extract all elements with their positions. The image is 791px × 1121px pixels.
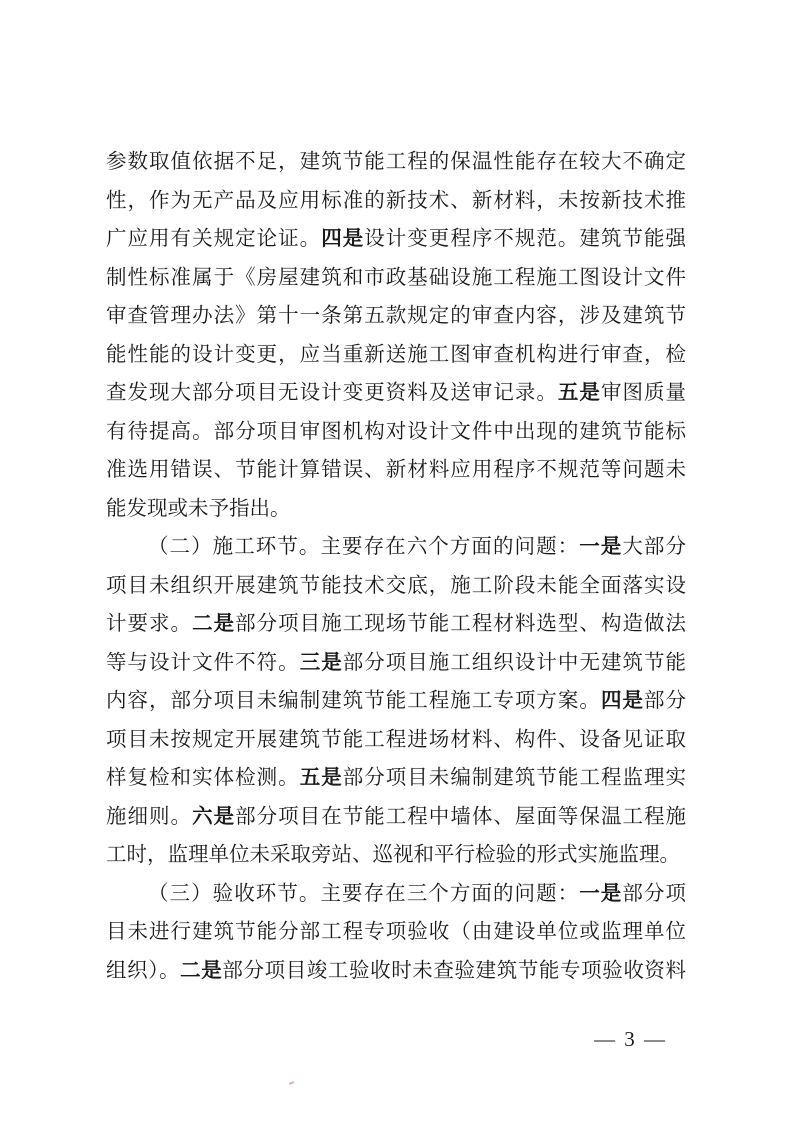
emphasis-label: 三是 <box>299 649 343 674</box>
paragraph-line <box>106 489 686 528</box>
line-text: 部分项目在节能工程中墙体、屋面等保温工程施 <box>235 803 686 828</box>
emphasis-label: 六是 <box>192 803 236 828</box>
line-text: 审图质量 <box>600 380 686 404</box>
line-text: 项目未组织开展建筑节能技术交底，施工阶段未能全面落实设 <box>106 572 686 597</box>
paragraph-line <box>106 643 686 682</box>
paragraph-line <box>106 566 686 605</box>
section-heading-line <box>106 874 686 913</box>
paragraph-line <box>106 450 686 489</box>
paragraph-line <box>106 412 686 451</box>
paragraph-line <box>106 335 686 374</box>
line-text: 组织）。 <box>106 957 181 982</box>
line-text: 内容，部分项目未编制建筑节能工程施工专项方案。 <box>106 688 601 712</box>
emphasis-label: 二是 <box>180 957 223 982</box>
paragraph-line <box>106 604 686 643</box>
line-text: （三）验收环节。主要存在三个方面的问题： <box>148 880 580 905</box>
emphasis-label: 五是 <box>299 765 343 789</box>
line-text: 部分项 <box>622 880 686 905</box>
line-text: 部分项目施工组织设计中无建筑节能 <box>342 649 686 674</box>
line-text: 等与设计文件不符。 <box>106 649 300 674</box>
body-text <box>106 142 686 989</box>
line-text: 参数取值依据不足，建筑节能工程的保温性能存在较大不确定 <box>106 149 686 173</box>
emphasis-label: 四是 <box>600 688 644 712</box>
paragraph-line <box>106 142 686 181</box>
line-text: 审查管理办法》第十一条第五款规定的审查内容，涉及建筑节 <box>106 303 686 327</box>
line-text: 能发现或未予指出。 <box>106 495 291 520</box>
line-text: 目未进行建筑节能分部工程专项验收（由建设单位或监理单位 <box>106 919 686 943</box>
line-text: 能性能的设计变更，应当重新送施工图审查机构进行审查，检 <box>106 341 686 366</box>
line-text: 样复检和实体检测。 <box>106 765 300 789</box>
emphasis-label: 一是 <box>579 880 623 905</box>
line-text: 计要求。 <box>106 611 193 635</box>
line-text: 大部分 <box>622 534 686 558</box>
line-text: 设计变更程序不规范。建筑节能强 <box>364 226 686 250</box>
emphasis-label: 一是 <box>579 534 623 558</box>
paragraph-line <box>106 912 686 951</box>
paragraph-line <box>106 758 686 797</box>
paragraph-line <box>106 720 686 759</box>
line-text: 广应用有关规定论证。 <box>106 226 322 250</box>
paragraph-line <box>106 219 686 258</box>
line-text: （二）施工环节。主要存在六个方面的问题： <box>148 534 580 558</box>
line-text: 施细则。 <box>106 803 193 828</box>
emphasis-label: 五是 <box>557 380 601 404</box>
paragraph-line <box>106 835 686 874</box>
line-text: 部分 <box>644 688 686 712</box>
ink-speck <box>289 1081 294 1085</box>
paragraph-line <box>106 373 686 412</box>
paragraph-line <box>106 681 686 720</box>
line-text: 部分项目施工现场节能工程材料选型、构造做法 <box>235 611 686 635</box>
paragraph-line <box>106 181 686 220</box>
paragraph-line <box>106 797 686 836</box>
line-text: 部分项目竣工验收时未查验建筑节能专项验收资料 <box>222 957 686 982</box>
line-text: 制性标准属于《房屋建筑和市政基础设施工程施工图设计文件 <box>106 264 686 289</box>
line-text: 部分项目未编制建筑节能工程监理实 <box>342 765 686 789</box>
page-number: — 3 — <box>594 1027 667 1051</box>
paragraph-line <box>106 951 686 990</box>
section-heading-line <box>106 527 686 566</box>
line-text: 有待提高。部分项目审图机构对设计文件中出现的建筑节能标 <box>106 418 686 443</box>
line-text: 准选用错误、节能计算错误、新材料应用程序不规范等问题未 <box>106 457 686 481</box>
emphasis-label: 四是 <box>321 226 365 250</box>
paragraph-line <box>106 296 686 335</box>
paragraph-line <box>106 258 686 297</box>
line-text: 项目未按规定开展建筑节能工程进场材料、构件、设备见证取 <box>106 726 686 751</box>
line-text: 性，作为无产品及应用标准的新技术、新材料，未按新技术推 <box>106 187 686 212</box>
line-text: 查发现大部分项目无设计变更资料及送审记录。 <box>106 380 558 404</box>
line-text: 工时，监理单位未采取旁站、巡视和平行检验的形式实施监理。 <box>106 842 680 866</box>
emphasis-label: 二是 <box>192 611 236 635</box>
